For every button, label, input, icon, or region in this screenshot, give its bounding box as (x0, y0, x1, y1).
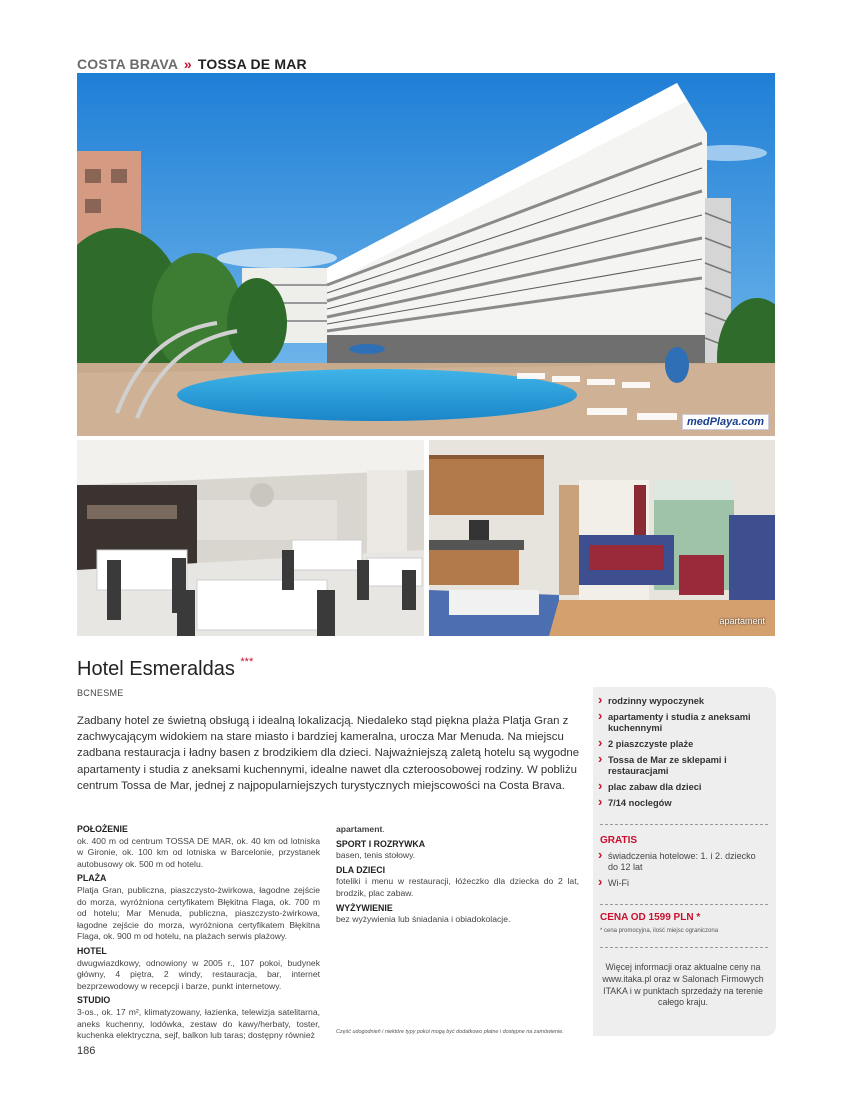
gratis-list (598, 851, 768, 894)
divider (600, 904, 768, 905)
beach-text: Platja Gran, publiczna, piaszczysto-żwirkowa, łagodne zejście do morza, wyróżniona certyfikatem Błękitna Flaga, ok. 700 m od hotelu; Mar Menuda, publiczna, piaszczysto-żwirkowa, łagodne zejście do morza, wyróżniona certyfikatem Błękitna Flaga, ok. 900 m od hotelu, na plażach serwis plażowy. (77, 884, 320, 942)
hotel-name: Hotel Esmeraldas (77, 658, 235, 680)
info-text: Więcej informacji oraz aktualne ceny na www.itaka.pl oraz w Salonach Firmowych ITAKA i w punktach sprzedaży na terenie całego kraju. (602, 962, 764, 1008)
hotel-stars: *** (240, 656, 254, 668)
studio-heading: STUDIO (77, 995, 111, 1006)
divider (600, 824, 768, 825)
studio-apartment-label: apartament (336, 824, 383, 834)
price-label: CENA OD 1599 PLN * (600, 912, 701, 923)
details-column-right (336, 824, 579, 929)
gratis-item: › świadczenia hotelowe: 1. i 2. dziecko do 12 lat (598, 851, 768, 873)
kids-text: foteliki i menu w restauracji, łóżeczko dla dziecka do 2 lat, brodzik, plac zabaw. (336, 876, 579, 898)
location-heading: POŁOŻENIE (77, 824, 128, 834)
feature-item: › apartamenty i studia z aneksami kuchennymi (598, 712, 770, 734)
beach-heading: PLAŻA (77, 873, 107, 884)
restaurant-photo (77, 440, 424, 636)
medplaya-logo: medPlaya.com (682, 414, 769, 430)
board-text: bez wyżywienia lub śniadania i obiadokolacje. (336, 914, 511, 925)
price-note: * cena promocyjna, ilość miejsc ograniczona (600, 928, 719, 934)
gratis-item: › Wi-Fi (598, 878, 768, 889)
region-label: COSTA BRAVA (77, 56, 178, 72)
board-heading: WYŻYWIENIE (336, 902, 393, 913)
hotel-text: dwugwiazdkowy, odnowiony w 2005 r., 107 pokoi, budynek główny, 4 piętra, 2 windy, restauracja, bar, internet bezprzewodowy w recepcji i barze, punkt internetowy. (77, 957, 320, 991)
breadcrumb-separator: » (183, 56, 192, 72)
sport-heading: SPORT I ROZRYWKA (336, 838, 426, 849)
hotel-intro: Zadbany hotel ze świetną obsługą i idealną lokalizacją. Niedaleko stąd piękna plaża Platja Gran z zachwycającym widokiem na stare miasto i bardziej kameralna, urocza Mar Menuda. Na miejscu zadbana restauracja i ładny basen z brodzikiem dla dzieci. Najważniejszą zaletą hotelu są wygodne apartamenty i studia z aneksami kuchennymi, idealne nawet dla czteroosobowej rodziny. W pobliżu centrum Tossa de Mar, jednej z najpopularniejszych turystycznych miejscowości na Costa Brava. (77, 715, 580, 792)
location-text: ok. 400 m od centrum TOSSA DE MAR, ok. 40 km od lotniska w Gironie, ok. 100 km od lotniska w Barcelonie, przystanek autobusowy ok. 500 m od hotelu. (77, 835, 320, 869)
feature-list (598, 696, 770, 814)
hotel-code: BCNESME (77, 688, 124, 698)
feature-item: › 7/14 noclegów (598, 798, 770, 809)
town-label: TOSSA DE MAR (197, 56, 307, 72)
feature-item: › plac zabaw dla dzieci (598, 782, 770, 793)
kids-heading: DLA DZIECI (336, 864, 386, 875)
gratis-title: GRATIS (600, 835, 638, 846)
feature-item: › 2 piaszczyste plaże (598, 739, 770, 750)
hotel-title (77, 658, 253, 681)
divider (600, 947, 768, 948)
studio-text: 3-os., ok. 17 m², klimatyzowany, łazienka, telewizja satelitarna, aneks kuchenny, lodówka, zestaw do kawy/herbaty, toster, kuchenka elektryczna, sejf, balkon lub taras; dostępny również (77, 1006, 320, 1041)
apartment-photo (429, 440, 775, 636)
sport-text: basen, tenis stołowy. (336, 850, 416, 861)
apartment-caption: apartament (719, 616, 765, 626)
hotel-heading: HOTEL (77, 945, 107, 956)
details-column-left (77, 824, 320, 1045)
footnote: Część udogodnień i niektóre typy pokoi mogą być dodatkowo płatne i dostępne na zamówienie. (336, 1029, 564, 1035)
studio-text-continued: apartament. (336, 824, 385, 834)
section-header (77, 56, 307, 72)
page-number: 186 (77, 1045, 96, 1057)
feature-item: › Tossa de Mar ze sklepami i restauracjami (598, 755, 770, 777)
hotel-pool-photo (77, 73, 775, 436)
feature-item: › rodzinny wypoczynek (598, 696, 770, 707)
